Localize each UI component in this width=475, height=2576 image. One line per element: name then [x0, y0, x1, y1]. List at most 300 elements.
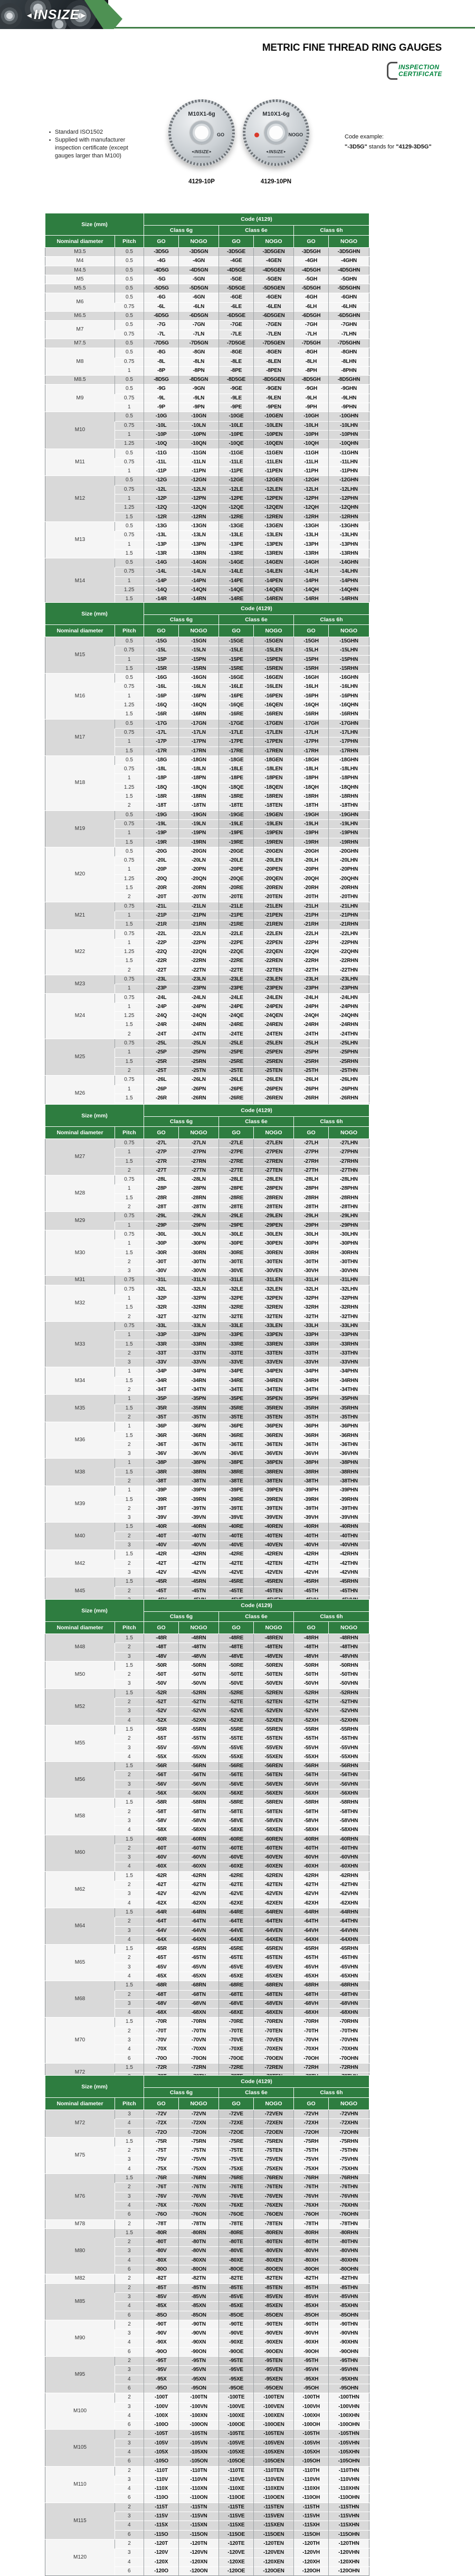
pitch-cell: 0.75 — [115, 394, 144, 403]
code-cell: -6GE — [219, 293, 254, 302]
code-cell: -68VN — [179, 1999, 219, 2008]
size-header: Size (mm) — [45, 1600, 144, 1622]
code-cell: -36VHN — [329, 1450, 369, 1459]
code-cell: -62XEN — [254, 1899, 294, 1908]
pitch-cell: 2 — [115, 2393, 144, 2402]
code-cell: -20TE — [219, 893, 254, 902]
code-cell: -23L — [144, 975, 179, 984]
code-cell: -22RN — [179, 957, 219, 966]
code-cell: -55XH — [294, 1752, 329, 1761]
code-cell: -105XN — [179, 2448, 219, 2457]
code-cell: -100OHN — [329, 2421, 369, 2430]
pitch-cell: 2 — [115, 1917, 144, 1926]
code-cell: -30VE — [219, 1267, 254, 1276]
code-cell: -76TH — [294, 2183, 329, 2192]
code-cell: -56T — [144, 1771, 179, 1780]
code-cell: -21P — [144, 911, 179, 920]
table-row — [45, 257, 369, 266]
diameter-cell: M10 — [45, 412, 115, 449]
go-header: GO — [294, 1127, 329, 1139]
code-cell: -58TE — [219, 1807, 254, 1816]
code-cell: -24LE — [219, 993, 254, 1002]
code-cell: -105OEN — [254, 2457, 294, 2466]
diameter-cell: M110 — [45, 2466, 115, 2503]
diameter-cell: M82 — [45, 2274, 115, 2283]
code-cell: -45RN — [179, 1578, 219, 1586]
code-cell: -70OHN — [329, 2054, 369, 2063]
code-cell: -120VHN — [329, 2549, 369, 2558]
code-cell: -9L — [144, 394, 179, 403]
pitch-cell: 1.5 — [115, 1871, 144, 1880]
code-cell: -6D5GN — [179, 312, 219, 321]
code-cell: -14GHN — [329, 558, 369, 567]
code-cell: -120XH — [294, 2558, 329, 2566]
code-cell: -85VHN — [329, 2292, 369, 2301]
code-cell: -16LE — [219, 683, 254, 692]
pitch-cell: 0.5 — [115, 284, 144, 293]
code-cell: -12QHN — [329, 503, 369, 512]
code-cell: -80OH — [294, 2265, 329, 2274]
code-cell: -24RH — [294, 1021, 329, 1030]
feature-item: ▪ Supplied with manufacturer inspection certificate (except gauges larger than M100) — [49, 136, 140, 160]
code-cell: -39RH — [294, 1495, 329, 1504]
code-cell: -95TH — [294, 2357, 329, 2366]
code-cell: -11GN — [179, 449, 219, 458]
pitch-cell: 0.75 — [115, 765, 144, 774]
code-cell: -12RH — [294, 512, 329, 521]
pitch-cell: 0.75 — [115, 1039, 144, 1048]
code-cell: -22PEN — [254, 938, 294, 947]
pitch-cell: 1 — [115, 1085, 144, 1094]
pitch-cell: 1.25 — [115, 585, 144, 594]
pitch-cell: 0.75 — [115, 567, 144, 576]
diameter-cell: M105 — [45, 2430, 115, 2466]
code-cell: -80XHN — [329, 2256, 369, 2265]
pitch-cell: 2 — [115, 1559, 144, 1568]
pitch-cell: 3 — [115, 2110, 144, 2119]
pitch-cell: 1.5 — [115, 549, 144, 558]
code-cell: -120TEN — [254, 2539, 294, 2548]
code-cell: -65XH — [294, 1972, 329, 1981]
code-cell: -80RH — [294, 2228, 329, 2237]
table-row — [45, 719, 369, 728]
pitch-cell: 0.75 — [115, 1076, 144, 1085]
pitch-cell: 4 — [115, 2164, 144, 2173]
code-cell: -80VH — [294, 2247, 329, 2256]
pitch-cell: 2 — [115, 1670, 144, 1679]
code-cell: -22QE — [219, 948, 254, 957]
code-cell: -115TN — [179, 2503, 219, 2512]
code-cell: -76XE — [219, 2201, 254, 2210]
code-cell: -20Q — [144, 874, 179, 883]
code-cell: -18PN — [179, 774, 219, 783]
code-cell: -15LE — [219, 646, 254, 655]
code-cell: -17LEN — [254, 728, 294, 737]
code-cell: -3D5GN — [179, 248, 219, 257]
code-cell: -62RH — [294, 1871, 329, 1880]
code-cell: -13PEN — [254, 540, 294, 549]
diameter-cell: M11 — [45, 449, 115, 476]
code-cell: -24LEN — [254, 993, 294, 1002]
code-cell: -24RE — [219, 1021, 254, 1030]
code-cell: -110V — [144, 2475, 179, 2484]
code-cell: -62X — [144, 1899, 179, 1908]
code-cell: -75XH — [294, 2164, 329, 2173]
code-cell: -110TEN — [254, 2466, 294, 2475]
pitch-cell: 1.5 — [115, 1550, 144, 1559]
code-cell: -17RE — [219, 746, 254, 755]
code-cell: -8PHN — [329, 366, 369, 375]
ring-face — [245, 102, 307, 163]
pitch-cell: 1.5 — [115, 957, 144, 966]
code-cell: -100VEN — [254, 2402, 294, 2411]
code-cell: -105T — [144, 2430, 179, 2439]
pitch-cell: 3 — [115, 1267, 144, 1276]
code-cell: -55VHN — [329, 1743, 369, 1752]
code-cell: -110VHN — [329, 2475, 369, 2484]
code-cell: -18QEN — [254, 783, 294, 792]
diameter-cell: M28 — [45, 1175, 115, 1212]
gauge-code-table-5 — [45, 2075, 369, 2576]
code-cell: -30VEN — [254, 1267, 294, 1276]
nogo-header: NOGO — [254, 236, 294, 248]
code-cell: -29LEN — [254, 1212, 294, 1221]
diameter-cell: M12 — [45, 476, 115, 521]
top-banner — [0, 0, 475, 32]
code-cell: -33VE — [219, 1358, 254, 1367]
code-cell: -28LE — [219, 1175, 254, 1184]
code-cell: -110ON — [179, 2494, 219, 2503]
code-cell: -110TN — [179, 2466, 219, 2475]
code-cell: -72VHN — [329, 2110, 369, 2119]
table-row — [45, 449, 369, 458]
code-cell: -52RHN — [329, 1688, 369, 1697]
pitch-cell: 3 — [115, 2292, 144, 2301]
code-cell: -11LH — [294, 458, 329, 466]
table-row — [45, 2503, 369, 2512]
pitch-cell: 2 — [115, 2283, 144, 2292]
code-cell: -42T — [144, 1559, 179, 1568]
code-cell: -80OHN — [329, 2265, 369, 2274]
pitch-cell: 0.75 — [115, 485, 144, 494]
table-row — [45, 637, 369, 646]
code-cell: -19P — [144, 829, 179, 838]
table-row — [45, 558, 369, 567]
code-cell: -95VEN — [254, 2366, 294, 2375]
code-cell: -82THN — [329, 2274, 369, 2283]
code-cell: -32PE — [219, 1294, 254, 1303]
code-cell: -14PN — [179, 576, 219, 585]
pitch-cell: 4 — [115, 2256, 144, 2265]
code-cell: -48VN — [179, 1652, 219, 1661]
code-cell: -8L — [144, 357, 179, 366]
pitch-cell: 1 — [115, 1221, 144, 1230]
code-cell: -72X — [144, 2119, 179, 2128]
code-cell: -52TE — [219, 1698, 254, 1707]
code-cell: -35R — [144, 1404, 179, 1413]
pitch-cell: 2 — [115, 1477, 144, 1486]
code-cell: -24LHN — [329, 993, 369, 1002]
code-cell: -34THN — [329, 1386, 369, 1395]
code-cell: -25TE — [219, 1066, 254, 1075]
code-cell: -20THN — [329, 893, 369, 902]
code-cell: -38REN — [254, 1468, 294, 1477]
code-cell: -15RE — [219, 664, 254, 673]
pitch-cell: 1.5 — [115, 1578, 144, 1586]
code-cell: -48VHN — [329, 1652, 369, 1661]
code-cell: -27PEN — [254, 1148, 294, 1157]
code-cell: -90ON — [179, 2347, 219, 2356]
code-cell: -13RN — [179, 549, 219, 558]
table-row — [45, 755, 369, 764]
nogo-header: NOGO — [329, 236, 369, 248]
code-cell: -90OEN — [254, 2347, 294, 2356]
code-cell: -80TN — [179, 2238, 219, 2247]
code-cell: -39T — [144, 1504, 179, 1513]
code-cell: -19GE — [219, 810, 254, 819]
code-cell: -36TEN — [254, 1440, 294, 1449]
pitch-cell: 1 — [115, 403, 144, 412]
code-cell: -10PE — [219, 430, 254, 439]
code-cell: -48TN — [179, 1643, 219, 1652]
nogo-header: NOGO — [329, 625, 369, 637]
code-cell: -6GH — [294, 293, 329, 302]
pitch-cell: 6 — [115, 2566, 144, 2575]
code-cell: -95VN — [179, 2366, 219, 2375]
code-cell: -64RE — [219, 1908, 254, 1917]
code-cell: -56TN — [179, 1771, 219, 1780]
diameter-cell: M64 — [45, 1908, 115, 1944]
code-cell: -4D5G — [144, 266, 179, 275]
code-cell: -12L — [144, 485, 179, 494]
code-cell: -20GHN — [329, 847, 369, 856]
code-cell: -29PEN — [254, 1221, 294, 1230]
code-cell: -58XN — [179, 1826, 219, 1835]
code-cell: -72OEN — [254, 2128, 294, 2137]
code-cell: -28RH — [294, 1193, 329, 1202]
code-cell: -115VEN — [254, 2512, 294, 2521]
code-cell: -13R — [144, 549, 179, 558]
inspection-certificate-badge — [387, 62, 442, 80]
go-header: GO — [219, 1127, 254, 1139]
code-cell: -48VE — [219, 1652, 254, 1661]
code-cell: -48TEN — [254, 1643, 294, 1652]
code-cell: -21PN — [179, 911, 219, 920]
code-cell: -82TN — [179, 2274, 219, 2283]
code-cell: -110XH — [294, 2485, 329, 2494]
code-cell: -39TE — [219, 1504, 254, 1513]
pitch-cell: 0.75 — [115, 1321, 144, 1330]
code-cell: -25RE — [219, 1057, 254, 1066]
code-cell: -8D5GN — [179, 376, 219, 385]
code-cell: -17R — [144, 746, 179, 755]
code-cell: -76VN — [179, 2192, 219, 2201]
code-cell: -21PH — [294, 911, 329, 920]
code-cell: -13RHN — [329, 549, 369, 558]
code-cell: -5D5GEN — [254, 284, 294, 293]
code-cell: -14R — [144, 595, 179, 604]
code-cell: -22RE — [219, 957, 254, 966]
code-cell: -36TH — [294, 1440, 329, 1449]
code-cell: -33V — [144, 1358, 179, 1367]
code-cell: -28PH — [294, 1184, 329, 1193]
code-cell: -39THN — [329, 1504, 369, 1513]
code-cell: -50VHN — [329, 1679, 369, 1688]
code-cell: -14GE — [219, 558, 254, 567]
nogo-header: NOGO — [179, 2098, 219, 2110]
code-cell: -48REN — [254, 1634, 294, 1643]
pitch-cell: 1 — [115, 1048, 144, 1057]
code-cell: -80TE — [219, 2238, 254, 2247]
code-cell: -19GH — [294, 810, 329, 819]
code-cell: -15LHN — [329, 646, 369, 655]
pitch-cell: 2 — [115, 801, 144, 810]
code-cell: -100ON — [179, 2421, 219, 2430]
code-cell: -14QH — [294, 585, 329, 594]
code-cell: -68VE — [219, 1999, 254, 2008]
code-cell: -24TH — [294, 1030, 329, 1039]
pitch-cell: 2 — [115, 1586, 144, 1595]
code-cell: -82TE — [219, 2274, 254, 2283]
feature-item: ▪ Standard ISO1502 — [49, 128, 140, 136]
code-cell: -55VEN — [254, 1743, 294, 1752]
pitch-cell: 0.5 — [115, 385, 144, 394]
code-cell: -18TH — [294, 801, 329, 810]
code-cell: -13RH — [294, 549, 329, 558]
pitch-cell: 1.5 — [115, 884, 144, 893]
code-cell: -20L — [144, 856, 179, 865]
code-cell: -6LN — [179, 302, 219, 311]
pitch-cell: 1 — [115, 1422, 144, 1431]
code-cell: -25TEN — [254, 1066, 294, 1075]
go-header: GO — [294, 1622, 329, 1634]
code-cell: -12LHN — [329, 485, 369, 494]
code-cell: -33THN — [329, 1349, 369, 1358]
code-cell: -18GE — [219, 755, 254, 764]
pitch-cell: 2 — [115, 1881, 144, 1890]
code-cell: -95THN — [329, 2357, 369, 2366]
code-cell: -90TE — [219, 2320, 254, 2329]
code-cell: -33RHN — [329, 1340, 369, 1349]
pitch-cell: 0.5 — [115, 558, 144, 567]
code-cell: -90X — [144, 2338, 179, 2347]
diameter-cell: M56 — [45, 1762, 115, 1798]
size-header: Size (mm) — [45, 213, 144, 236]
code-cell: -33LEN — [254, 1321, 294, 1330]
code-cell: -19R — [144, 838, 179, 847]
code-cell: -68TE — [219, 1990, 254, 1999]
pitch-cell: 0.75 — [115, 728, 144, 737]
code-cell: -20PHN — [329, 865, 369, 874]
go-label: GO — [216, 132, 224, 137]
code-cell: -120T — [144, 2539, 179, 2548]
code-cell: -105OHN — [329, 2457, 369, 2466]
diameter-cell: M32 — [45, 1285, 115, 1321]
code-cell: -34RHN — [329, 1376, 369, 1385]
pitch-header: Pitch — [115, 2098, 144, 2110]
go-header: GO — [219, 2098, 254, 2110]
code-cell: -25P — [144, 1048, 179, 1057]
pitch-cell: 1 — [115, 366, 144, 375]
pitch-cell: 1.25 — [115, 440, 144, 449]
code-cell: -65X — [144, 1972, 179, 1981]
code-cell: -22QEN — [254, 948, 294, 957]
code-cell: -11LN — [179, 458, 219, 466]
code-cell: -55VH — [294, 1743, 329, 1752]
code-cell: -33PE — [219, 1331, 254, 1340]
pitch-cell: 1 — [115, 430, 144, 439]
code-cell: -68T — [144, 1990, 179, 1999]
code-cell: -23PHN — [329, 984, 369, 993]
code-cell: -58VH — [294, 1816, 329, 1825]
pitch-cell: 1 — [115, 494, 144, 503]
table-row — [45, 2018, 369, 2027]
code-cell: -45RHN — [329, 1578, 369, 1586]
pitch-cell: 3 — [115, 2036, 144, 2045]
pitch-cell: 6 — [115, 2457, 144, 2466]
table-row — [45, 266, 369, 275]
code-cell: -7L — [144, 330, 179, 339]
code-example-label: Code example: — [345, 134, 384, 140]
table-row — [45, 993, 369, 1002]
code-cell: -52R — [144, 1688, 179, 1697]
code-cell: -105VH — [294, 2439, 329, 2448]
code-cell: -27RH — [294, 1157, 329, 1166]
gauge-code-table — [45, 213, 369, 604]
code-cell: -11GE — [219, 449, 254, 458]
pitch-cell: 3 — [115, 1358, 144, 1367]
code-cell: -4GE — [219, 257, 254, 266]
code-cell: -21PE — [219, 911, 254, 920]
code-cell: -48T — [144, 1643, 179, 1652]
code-cell: -64XN — [179, 1935, 219, 1944]
code-cell: -27LEN — [254, 1139, 294, 1148]
code-cell: -100V — [144, 2402, 179, 2411]
code-cell: -32LN — [179, 1285, 219, 1294]
code-cell: -30T — [144, 1257, 179, 1266]
code-cell: -62XHN — [329, 1899, 369, 1908]
code-cell: -40RE — [219, 1523, 254, 1532]
code-cell: -24QHN — [329, 1012, 369, 1021]
code-cell: -60RHN — [329, 1835, 369, 1844]
code-cell: -20R — [144, 884, 179, 893]
code-cell: -29P — [144, 1221, 179, 1230]
code-cell: -30PHN — [329, 1239, 369, 1248]
code-cell: -28RE — [219, 1193, 254, 1202]
code-cell: -35PHN — [329, 1395, 369, 1404]
code-cell: -38PE — [219, 1459, 254, 1468]
code-cell: -85XE — [219, 2302, 254, 2311]
code-cell: -12PHN — [329, 494, 369, 503]
table-row — [45, 1230, 369, 1239]
code-cell: -25RH — [294, 1057, 329, 1066]
code-cell: -70VN — [179, 2036, 219, 2045]
code-cell: -48RN — [179, 1634, 219, 1643]
code-cell: -70THN — [329, 2027, 369, 2036]
code-cell: -38TEN — [254, 1477, 294, 1486]
code-cell: -95TEN — [254, 2357, 294, 2366]
code-cell: -115XHN — [329, 2521, 369, 2530]
code-cell: -120TE — [219, 2539, 254, 2548]
code-cell: -27PH — [294, 1148, 329, 1157]
code-cell: -3D5GEN — [254, 248, 294, 257]
code-cell: -16Q — [144, 701, 179, 710]
code-cell: -75VHN — [329, 2155, 369, 2164]
code-cell: -56VHN — [329, 1780, 369, 1789]
code-cell: -110OEN — [254, 2494, 294, 2503]
code-cell: -35RN — [179, 1404, 219, 1413]
code-cell: -78TE — [219, 2219, 254, 2228]
